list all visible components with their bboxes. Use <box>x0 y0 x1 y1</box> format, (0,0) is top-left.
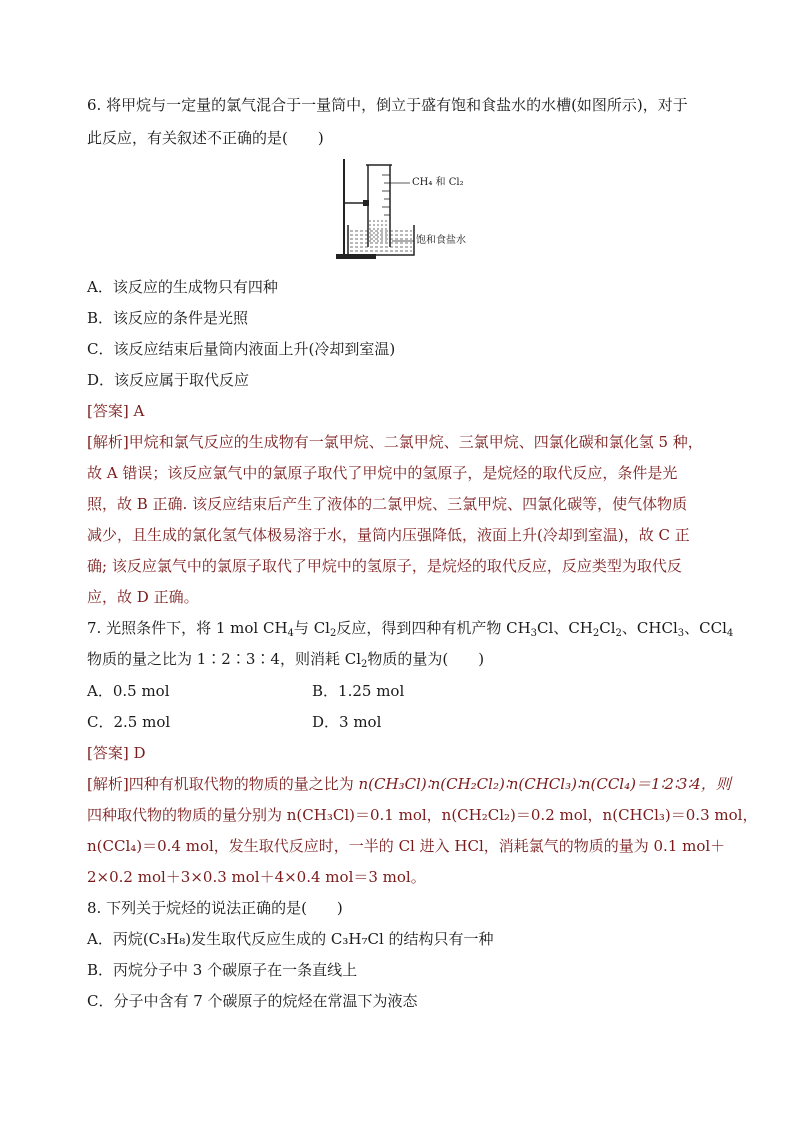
q7-sub: 3 <box>677 628 685 639</box>
q7-text: 反应，得到四种有机产物 CH <box>336 619 531 637</box>
q8-stem: 8. 下列关于烷烃的说法正确的是( ) <box>87 899 343 917</box>
q7-sub: 2 <box>592 628 600 639</box>
q7-explanation-line2: 四种取代物的物质的量分别为 n(CH₃Cl)＝0.1 mol，n(CH₂Cl₂)＝0.2 mol，n(CHCl₃)＝0.3 mol， <box>87 806 758 824</box>
q7-text: Cl、CH <box>537 619 593 637</box>
q7-sub: 4 <box>287 628 294 639</box>
q7-exp-text: [解析]四种有机取代物的物质的量之比为 <box>87 775 359 793</box>
q7-text: 、CCl <box>684 619 727 637</box>
q7-text: Cl <box>599 619 616 637</box>
q7-sub: 2 <box>329 628 337 639</box>
q7-stem-line1 <box>87 618 733 638</box>
q7-stem-line2 <box>87 649 484 669</box>
q7-text: 物质的量之比为 1∶2∶3∶4，则消耗 Cl <box>87 650 361 668</box>
q6-explanation-line4: 减少，且生成的氯化氢气体极易溶于水，量筒内压强降低，液面上升(冷却到室温)，故 C 正 <box>87 526 690 544</box>
q6-option-b: B．该反应的条件是光照 <box>87 309 249 327</box>
q6-option-a: A．该反应的生成物只有四种 <box>87 278 278 296</box>
q6-explanation-line3: 照，故 B 正确. 该反应结束后产生了液体的二氯甲烷、三氯甲烷、四氯化碳等，使气体物质 <box>87 495 688 513</box>
q7-text: 与 Cl <box>293 619 330 637</box>
q7-text: 物质的量为( ) <box>367 650 485 668</box>
q7-option-a: A．0.5 mol <box>87 682 170 700</box>
q6-stem-line2: 此反应，有关叙述不正确的是( ) <box>87 129 324 147</box>
q7-answer: [答案] D <box>87 744 146 762</box>
q8-option-a: A．丙烷(C₃H₈)发生取代反应生成的 C₃H₇Cl 的结构只有一种 <box>87 930 494 948</box>
q6-explanation-line1: [解析]甲烷和氯气反应的生成物有一氯甲烷、二氯甲烷、三氯甲烷、四氯化碳和氯化氢 5 种， <box>87 433 703 451</box>
q8-option-b: B．丙烷分子中 3 个碳原子在一条直线上 <box>87 961 358 979</box>
q6-stem-line1: 6. 将甲烷与一定量的氯气混合于一量筒中，倒立于盛有饱和食盐水的水槽(如图所示)，对于 <box>87 96 688 114</box>
q7-option-d: D．3 mol <box>312 713 382 731</box>
q7-sub: 3 <box>530 628 538 639</box>
apparatus-diagram <box>330 155 480 267</box>
q7-explanation-line3: n(CCl₄)＝0.4 mol，发生取代反应时，一半的 Cl 进入 HCl，消耗氯气的物质的量为 0.1 mol＋ <box>87 837 726 855</box>
apparatus-figure <box>330 155 480 267</box>
q7-text: 7. 光照条件下，将 1 mol CH <box>87 619 288 637</box>
q7-explanation-line4: 2×0.2 mol＋3×0.3 mol＋4×0.4 mol＝3 mol。 <box>87 868 426 886</box>
q7-explanation-line1 <box>87 774 731 794</box>
q7-sub: 2 <box>361 659 368 670</box>
fig-label-gas: CH₄ 和 Cl₂ <box>412 177 464 188</box>
q7-exp-formula: n(CH₃Cl)∶n(CH₂Cl₂)∶n(CHCl₃)∶n(CCl₄)＝1∶2∶3∶4，则 <box>358 775 731 793</box>
fig-label-water: 饱和食盐水 <box>416 235 466 246</box>
q6-option-c: C．该反应结束后量筒内液面上升(冷却到室温) <box>87 340 396 358</box>
q6-explanation-line6: 应，故 D 正确。 <box>87 588 199 606</box>
q6-answer: [答案] A <box>87 402 145 420</box>
q7-sub: 2 <box>615 628 622 639</box>
q7-option-c: C．2.5 mol <box>87 713 171 731</box>
q8-option-c: C．分子中含有 7 个碳原子的烷烃在常温下为液态 <box>87 992 418 1010</box>
q7-sub: 4 <box>726 628 734 639</box>
q6-explanation-line5: 确; 该反应氯气中的氯原子取代了甲烷中的氢原子，是烷烃的取代反应，反应类型为取代反 <box>87 557 682 575</box>
q6-explanation-line2: 故 A 错误；该反应氯气中的氯原子取代了甲烷中的氢原子，是烷烃的取代反应，条件是光 <box>87 464 678 482</box>
q7-option-b: B．1.25 mol <box>312 682 405 700</box>
q6-option-d: D．该反应属于取代反应 <box>87 371 250 389</box>
q7-text: 、CHCl <box>621 619 678 637</box>
